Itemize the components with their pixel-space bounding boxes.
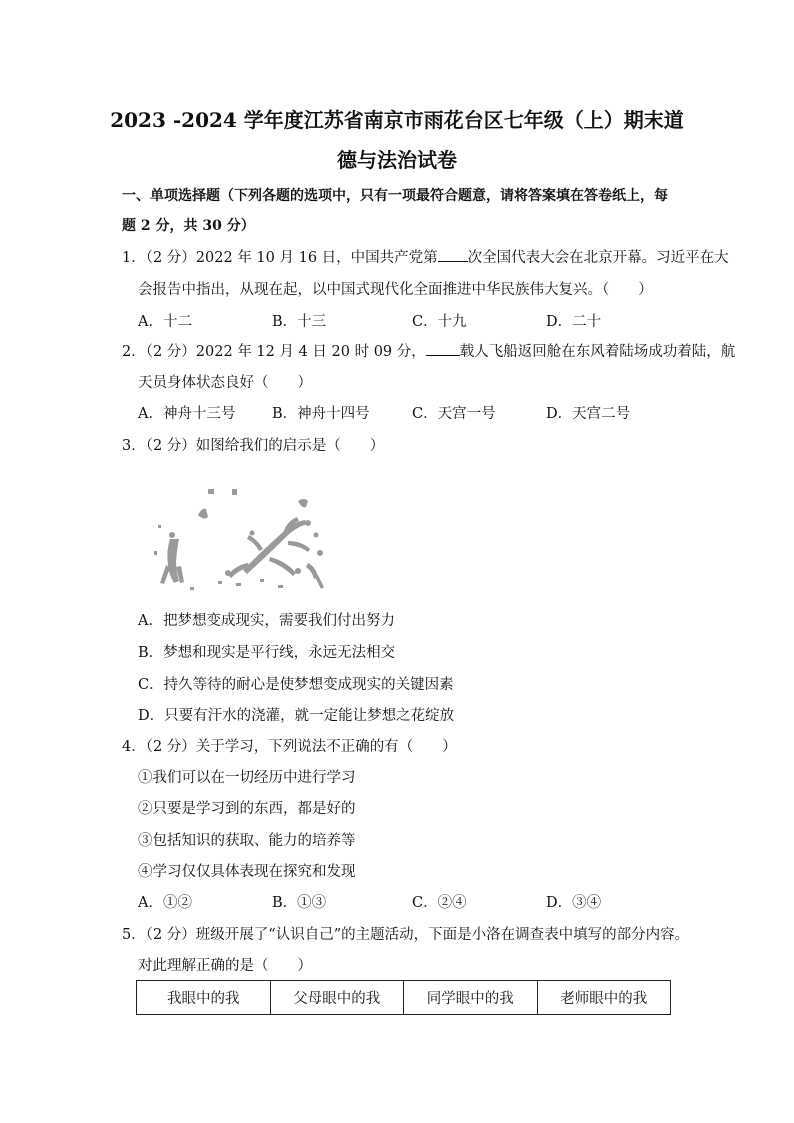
question-1-text-a: 1．（2 分）2022 年 10 月 16 日，中国共产党第 (122, 250, 438, 266)
question-1 (122, 246, 729, 270)
table-header-cell: 我眼中的我 (137, 981, 271, 1015)
q4-option-d: D．③④ (546, 895, 602, 911)
q1-option-c: C．十九 (412, 314, 467, 330)
answer-blank (438, 246, 468, 262)
question-5: 5．（2 分）班级开展了“认识自己”的主题活动，下面是小洛在调查表中填写的部分内容。 (122, 927, 690, 943)
answer-blank (426, 340, 460, 356)
q1-option-a: A．十二 (138, 314, 192, 330)
q4-statement-2: ②只要是学习到的东西，都是好的 (138, 801, 356, 817)
exam-title-line1: 2023 -2024 学年度江苏省南京市雨花台区七年级（上）期末道 (110, 108, 684, 132)
section-heading-line1: 一、单项选择题（下列各题的选项中，只有一项最符合题意，请将答案填在答卷纸上，每 (122, 188, 668, 204)
question-4: 4．（2 分）关于学习，下列说法不正确的有（ ） (122, 739, 457, 755)
q4-statement-3: ③包括知识的获取、能力的培养等 (138, 833, 356, 849)
question-2-text-b: 载人飞船返回舱在东风着陆场成功着陆，航 (459, 344, 736, 360)
q3-option-d: D．只要有汗水的浇灌，就一定能让梦想之花绽放 (138, 708, 455, 724)
survey-table (136, 980, 671, 1015)
q4-option-a: A．①② (138, 895, 192, 911)
q3-option-b: B．梦想和现实是平行线，永远无法相交 (138, 645, 396, 661)
q2-option-d: D．天宫二号 (546, 406, 631, 422)
section-heading-line2: 题 2 分，共 30 分） (122, 218, 255, 234)
question-1-text-b: 次全国代表大会在北京开幕。习近平在大 (467, 250, 729, 266)
exam-title-line2: 德与法治试卷 (337, 148, 457, 172)
q4-statement-1: ①我们可以在一切经历中进行学习 (138, 770, 356, 786)
q2-option-a: A．神舟十三号 (138, 406, 236, 422)
question-5-line2: 对此理解正确的是（ ） (138, 958, 312, 974)
q4-option-b: B．①③ (272, 895, 327, 911)
table-header-cell: 老师眼中的我 (537, 981, 671, 1015)
question-2 (122, 340, 735, 364)
q4-statement-4: ④学习仅仅具体表现在探究和发现 (138, 864, 356, 880)
q1-option-d: D．二十 (546, 314, 602, 330)
table-header-cell: 父母眼中的我 (270, 981, 404, 1015)
q3-option-a: A．把梦想变成现实，需要我们付出努力 (138, 613, 395, 629)
q2-option-c: C．天宫一号 (412, 406, 496, 422)
question-2-line2: 天员身体状态良好（ ） (138, 375, 312, 391)
question-1-line2: 会报告中指出，从现在起，以中国式现代化全面推进中华民族伟大复兴。（ ） (138, 282, 653, 298)
table-header-cell: 同学眼中的我 (404, 981, 538, 1015)
table-row (137, 981, 671, 1015)
q2-option-b: B．神舟十四号 (272, 406, 370, 422)
q3-option-c: C．持久等待的耐心是使梦想变成现实的关键因素 (138, 677, 454, 693)
q1-option-b: B．十三 (272, 314, 327, 330)
question-3: 3．（2 分）如图给我们的启示是（ ） (122, 438, 385, 454)
question-2-text-a: 2．（2 分）2022 年 12 月 4 日 20 时 09 分， (122, 344, 426, 360)
q4-option-c: C．②④ (412, 895, 467, 911)
cartoon-figure-image (148, 475, 338, 600)
